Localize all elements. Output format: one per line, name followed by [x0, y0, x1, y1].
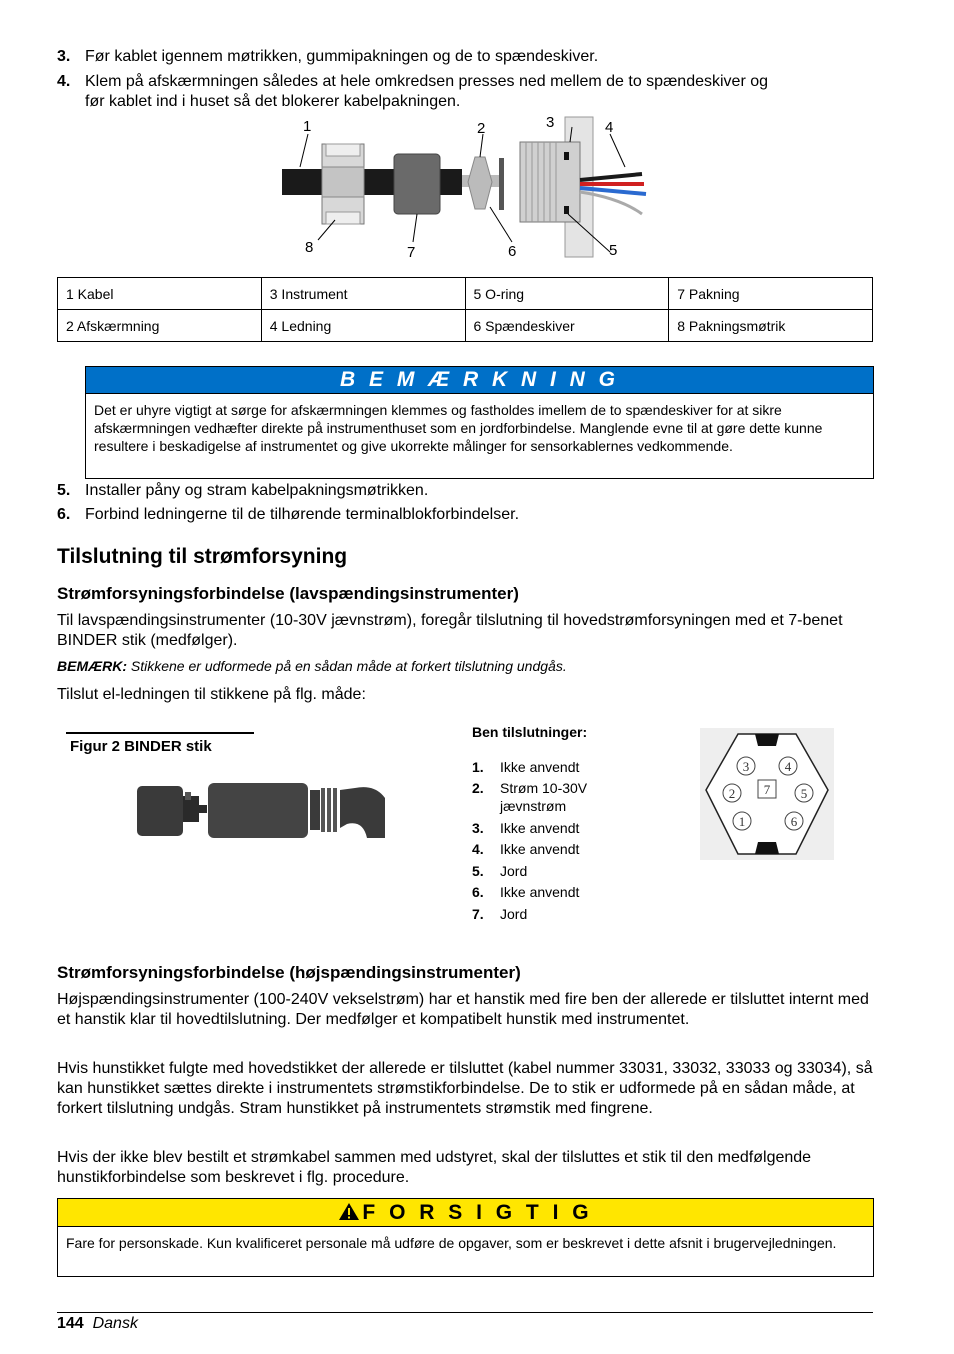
step-text-line2: før kablet ind i huset så det blokerer kabelpakningen. [85, 93, 461, 110]
callout-6: 6 [508, 243, 517, 260]
figure-rule [66, 732, 254, 734]
washer-shape [499, 158, 504, 210]
packing-nut-shape [322, 144, 364, 224]
pin-label: 6 [790, 814, 798, 829]
caution-header [58, 1199, 873, 1227]
step-number: 4. [57, 73, 71, 90]
table-cell: 8 Pakningsmøtrik [669, 310, 873, 342]
low-voltage-instruction: Tilslut el-ledningen til stikkene på flg. måde: [57, 686, 366, 703]
figure-caption: Figur 2 BINDER stik [70, 738, 212, 755]
warning-icon [338, 1202, 360, 1221]
pin-number: 1. [472, 759, 484, 775]
table-row [58, 278, 873, 310]
connector-pin-diagram [700, 728, 834, 860]
pin-label: 3 [742, 759, 750, 774]
pin-label: 7 [763, 782, 771, 797]
step-4 [57, 72, 887, 112]
pin-label: 1 [738, 814, 746, 829]
o-ring-shape [564, 206, 569, 214]
key-notch-top [755, 734, 779, 746]
footer-language: Dansk [92, 1315, 138, 1332]
step-5 [57, 481, 887, 501]
pin-number: 2. [472, 780, 484, 796]
section-title: Tilslutning til strømforsyning [57, 545, 348, 568]
pin-number: 7. [472, 906, 484, 922]
callout-2: 2 [477, 120, 486, 137]
step-number: 6. [57, 506, 71, 523]
table-cell: 2 Afskærmning [58, 310, 262, 342]
pin-number: 3. [472, 820, 484, 836]
o-ring-shape [564, 152, 569, 160]
low-voltage-paragraph: Til lavspændingsinstrumenter (10-30V jævnstrøm), foregår tilslutning til hovedstrømforsyningen med et 7-benet BINDER stik (medfølger). [57, 612, 843, 649]
page-number: 144 [57, 1315, 84, 1332]
pin-text: Strøm 10-30V [500, 780, 588, 796]
callout-8: 8 [305, 239, 314, 256]
plug-cable-shape [340, 787, 385, 838]
table-cell: 1 Kabel [58, 278, 262, 310]
pin-text: Ikke anvendt [500, 884, 580, 900]
caution-body: Fare for personskade. Kun kvalificeret personale må udføre de opgaver, som er beskrevet i dette afsnit i brugervejledningen. [66, 1235, 837, 1251]
packing-shape [394, 154, 440, 214]
note-label: BEMÆRK: [57, 658, 127, 674]
low-voltage-note [57, 658, 567, 674]
pin-text-line2: jævnstrøm [500, 798, 567, 814]
step-3 [57, 47, 887, 67]
high-voltage-paragraph-1: Højspændingsinstrumenter (100-240V vekselstrøm) har et hanstik med fire ben der allerede er tilsluttet internt med et hanstik klar til hovedtilslutning. Der medfølger et kompatibelt hunstik med instrumentet. [57, 991, 869, 1028]
high-voltage-heading: Strømforsyningsforbindelse (højspændingsinstrumenter) [57, 963, 521, 982]
table-row [58, 310, 873, 342]
table-cell: 5 O-ring [465, 278, 669, 310]
step-text: Forbind ledningerne til de tilhørende terminalblokforbindelser. [85, 506, 520, 523]
pin-number: 6. [472, 884, 484, 900]
table-cell: 4 Ledning [261, 310, 465, 342]
pin-label: 4 [784, 759, 792, 774]
callout-1: 1 [303, 118, 312, 135]
binder-plug-image [135, 780, 390, 842]
high-voltage-paragraph-2: Hvis hunstikket fulgte med hovedstikket der allerede er tilsluttet (kabel nummer 33031, 33032, 33033 og 33034), så kan hunstikket sættes direkte i instrumentets strømstikforbindelse. De to stik er udformede på en sådan måde, at forkert tilslutning undgås. Stram hunstikket på instrumentets strømstik med fingrene. [57, 1060, 873, 1117]
pin-text: Ikke anvendt [500, 820, 580, 836]
notice-body: Det er uhyre vigtigt at sørge for afskærmningen klemmes og fastholdes imellem de to spændeskiver for at sikre afskærmningen vedhæfter direkte på instrumenthuset som en jordforbindelse. Manglende evne til at gøre dette kunne resultere i beskadigelse af instrumentet og give ukorrekte målinger for sensorkablernes vedkommende. [94, 402, 823, 454]
low-voltage-heading: Strømforsyningsforbindelse (lavspændingsinstrumenter) [57, 584, 519, 603]
caution-title: F O R S I G T I G [362, 1201, 593, 1224]
caution-box [57, 1198, 874, 1277]
step-6 [57, 505, 887, 525]
washer-shape [468, 157, 492, 209]
step-number: 5. [57, 482, 71, 499]
parts-table [57, 277, 873, 342]
callout-3: 3 [546, 114, 555, 131]
pin-label: 5 [800, 786, 808, 801]
pin-heading: Ben tilslutninger: [472, 724, 588, 740]
pin-text: Jord [500, 906, 528, 922]
table-cell: 6 Spændeskiver [465, 310, 669, 342]
pin-label: 2 [728, 786, 736, 801]
step-text: Før kablet igennem møtrikken, gummipakningen og de to spændeskiver. [85, 48, 599, 65]
plug-body-shape [208, 783, 308, 838]
callout-7: 7 [407, 244, 416, 261]
step-number: 3. [57, 48, 71, 65]
table-cell: 3 Instrument [261, 278, 465, 310]
pin-number: 5. [472, 863, 484, 879]
note-text: Stikkene er udformede på en sådan måde at forkert tilslutning undgås. [127, 658, 567, 674]
pin-number: 4. [472, 841, 484, 857]
notice-title: B E M Æ R K N I N G [86, 367, 873, 394]
table-cell: 7 Pakning [669, 278, 873, 310]
step-text: Installer påny og stram kabelpakningsmøtrikken. [85, 482, 429, 499]
high-voltage-paragraph-3: Hvis der ikke blev bestilt et strømkabel sammen med udstyret, skal der tilsluttes et stik til den medfølgende hunstikforbindelse som beskrevet i flg. procedure. [57, 1149, 812, 1186]
page-footer [57, 1312, 873, 1333]
plug-head-shape [137, 786, 183, 836]
notice-box [85, 366, 874, 479]
pin-text: Jord [500, 863, 528, 879]
step-text: Klem på afskærmningen således at hele omkredsen presses ned mellem de to spændeskiver og [85, 73, 769, 90]
callout-5: 5 [609, 242, 618, 259]
pin-text: Ikke anvendt [500, 841, 580, 857]
pin-text: Ikke anvendt [500, 759, 580, 775]
callout-4: 4 [605, 119, 614, 136]
key-notch-bottom [755, 842, 779, 854]
